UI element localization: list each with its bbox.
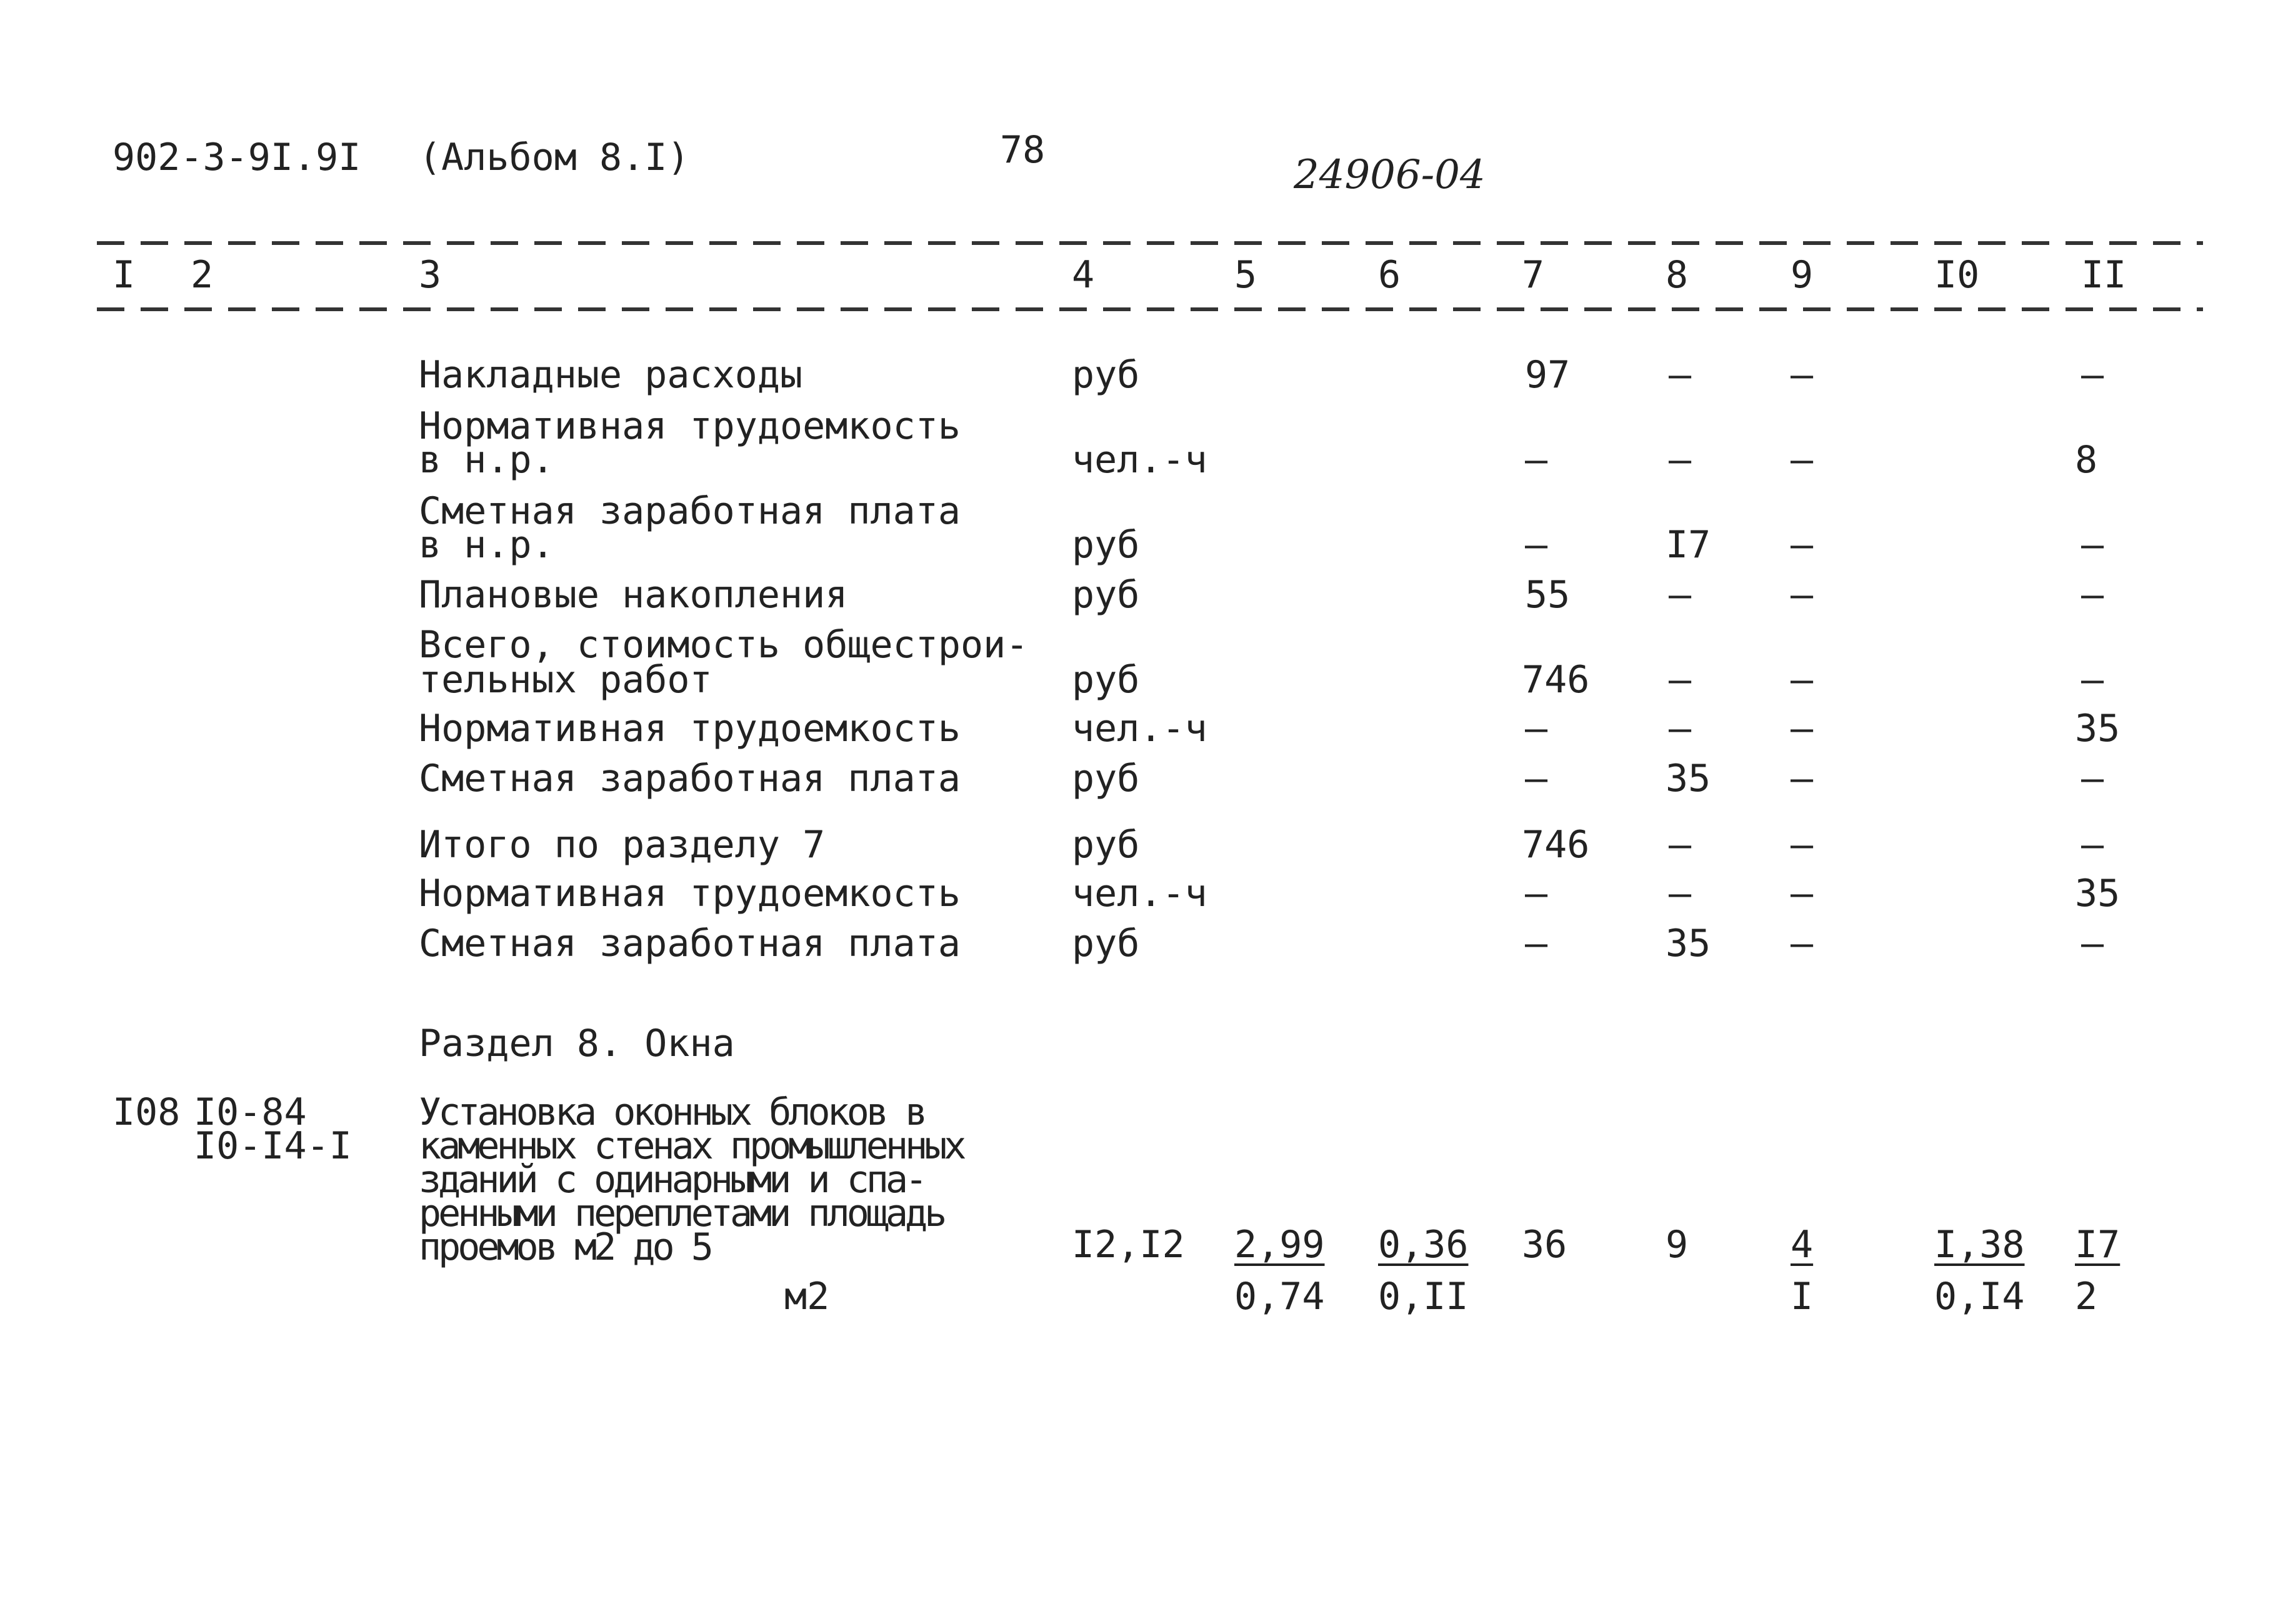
row-unit: руб	[1072, 523, 1140, 567]
item-number: I08	[112, 1090, 181, 1134]
row-col9: –	[1791, 823, 1814, 867]
row-name: Нормативная трудоемкость	[419, 872, 961, 915]
row-col11: –	[2081, 922, 2104, 965]
item-desc-line2: каменных стенах промышленных	[419, 1124, 964, 1168]
row-col7: 97	[1525, 353, 1571, 397]
row-name: Сметная заработная плата	[419, 757, 961, 800]
col-header-5: 5	[1234, 253, 1257, 297]
row-col9: –	[1791, 438, 1814, 482]
row-col8: –	[1669, 573, 1692, 617]
row-name: Сметная заработная плата	[419, 922, 961, 965]
item-unit-measure: м2	[784, 1275, 830, 1318]
item-col9-top: 4	[1791, 1223, 1814, 1267]
row-col8: –	[1669, 438, 1692, 482]
row-col11: –	[2081, 573, 2104, 617]
doc-code: 902-3-9I.9I	[112, 136, 361, 179]
col-header-11: II	[2081, 253, 2127, 297]
row-name-line1: Нормативная трудоемкость	[419, 404, 961, 448]
row-col7: –	[1525, 707, 1548, 750]
page-number: 78	[1000, 128, 1046, 172]
item-col5-top: 2,99	[1234, 1223, 1325, 1267]
col-header-6: 6	[1378, 253, 1401, 297]
row-col7: –	[1525, 922, 1548, 965]
row-col8: –	[1669, 872, 1692, 915]
row-col9: –	[1791, 872, 1814, 915]
col-header-2: 2	[191, 253, 214, 297]
row-unit: руб	[1072, 823, 1140, 867]
row-unit: чел.-ч	[1072, 438, 1207, 482]
row-unit: руб	[1072, 353, 1140, 397]
row-col9: –	[1791, 658, 1814, 702]
row-name: Нормативная трудоемкость	[419, 707, 961, 750]
row-col9: –	[1791, 353, 1814, 397]
col-header-4: 4	[1072, 253, 1095, 297]
row-unit: руб	[1072, 922, 1140, 965]
row-name: Плановые накопления	[419, 573, 848, 617]
col-header-1: I	[112, 253, 136, 297]
item-desc-line1: Установка оконных блоков в	[419, 1090, 925, 1134]
row-col7: 55	[1525, 573, 1571, 617]
item-col6-bottom: 0,II	[1378, 1275, 1469, 1318]
row-name-line2: в н.р.	[419, 438, 554, 482]
item-code-line1: I0-84	[194, 1090, 307, 1134]
row-col9: –	[1791, 707, 1814, 750]
row-name-line2: в н.р.	[419, 523, 554, 567]
row-col9: –	[1791, 573, 1814, 617]
row-col7: –	[1525, 757, 1548, 800]
row-col7: –	[1525, 523, 1548, 567]
row-col11: –	[2081, 523, 2104, 567]
item-col11-top: I7	[2075, 1223, 2121, 1267]
item-code-line2: I0-I4-I	[194, 1124, 352, 1168]
row-col11: –	[2081, 823, 2104, 867]
item-col5-bottom: 0,74	[1234, 1275, 1325, 1318]
col-header-10: I0	[1934, 253, 1980, 297]
row-col9: –	[1791, 922, 1814, 965]
row-name: Накладные расходы	[419, 353, 803, 397]
row-col11: 35	[2075, 707, 2121, 750]
header-rule-bottom	[97, 307, 2203, 311]
row-unit: руб	[1072, 573, 1140, 617]
row-name-line2: тельных работ	[419, 658, 712, 702]
item-col10-top: I,38	[1934, 1223, 2025, 1267]
row-unit: руб	[1072, 658, 1140, 702]
item-col11-bottom: 2	[2075, 1275, 2098, 1318]
row-col7: –	[1525, 872, 1548, 915]
handwritten-number: 24906-04	[1294, 152, 1486, 198]
row-unit: руб	[1072, 757, 1140, 800]
col-header-9: 9	[1791, 253, 1814, 297]
row-unit: чел.-ч	[1072, 872, 1207, 915]
col-header-3: 3	[419, 253, 442, 297]
album-label: (Альбом 8.I)	[419, 136, 690, 179]
row-col7: 746	[1522, 658, 1590, 702]
row-name-line1: Всего, стоимость общестрои-	[419, 623, 1029, 667]
row-col8: –	[1669, 353, 1692, 397]
row-col8: –	[1669, 707, 1692, 750]
row-name-line1: Сметная заработная плата	[419, 489, 961, 533]
row-col11: 35	[2075, 872, 2121, 915]
row-col7: –	[1525, 438, 1548, 482]
row-col9: –	[1791, 757, 1814, 800]
item-desc-line4: ренными переплетами площадь	[419, 1192, 944, 1235]
item-col7: 36	[1522, 1223, 1567, 1267]
row-col11: –	[2081, 658, 2104, 702]
item-col10-bottom: 0,I4	[1934, 1275, 2025, 1318]
row-col11: –	[2081, 353, 2104, 397]
row-col11: –	[2081, 757, 2104, 800]
row-col8: 35	[1666, 757, 1711, 800]
row-unit: чел.-ч	[1072, 707, 1207, 750]
item-col4: I2,I2	[1072, 1223, 1185, 1267]
row-name: Итого по разделу 7	[419, 823, 826, 867]
item-col9-bottom: I	[1791, 1275, 1814, 1318]
row-col11: 8	[2075, 438, 2098, 482]
col-header-8: 8	[1666, 253, 1689, 297]
row-col9: –	[1791, 523, 1814, 567]
row-col8: I7	[1666, 523, 1711, 567]
item-desc-line3: зданий с одинарными и спа-	[419, 1158, 925, 1202]
row-col8: –	[1669, 823, 1692, 867]
section-title: Раздел 8. Окна	[419, 1022, 735, 1065]
item-col6-top: 0,36	[1378, 1223, 1469, 1267]
row-col7: 746	[1522, 823, 1590, 867]
item-col8: 9	[1666, 1223, 1689, 1267]
header-rule-top	[97, 241, 2203, 245]
row-col8: –	[1669, 658, 1692, 702]
item-desc-line5: проемов м2 до 5	[419, 1225, 711, 1269]
col-header-7: 7	[1522, 253, 1545, 297]
row-col8: 35	[1666, 922, 1711, 965]
